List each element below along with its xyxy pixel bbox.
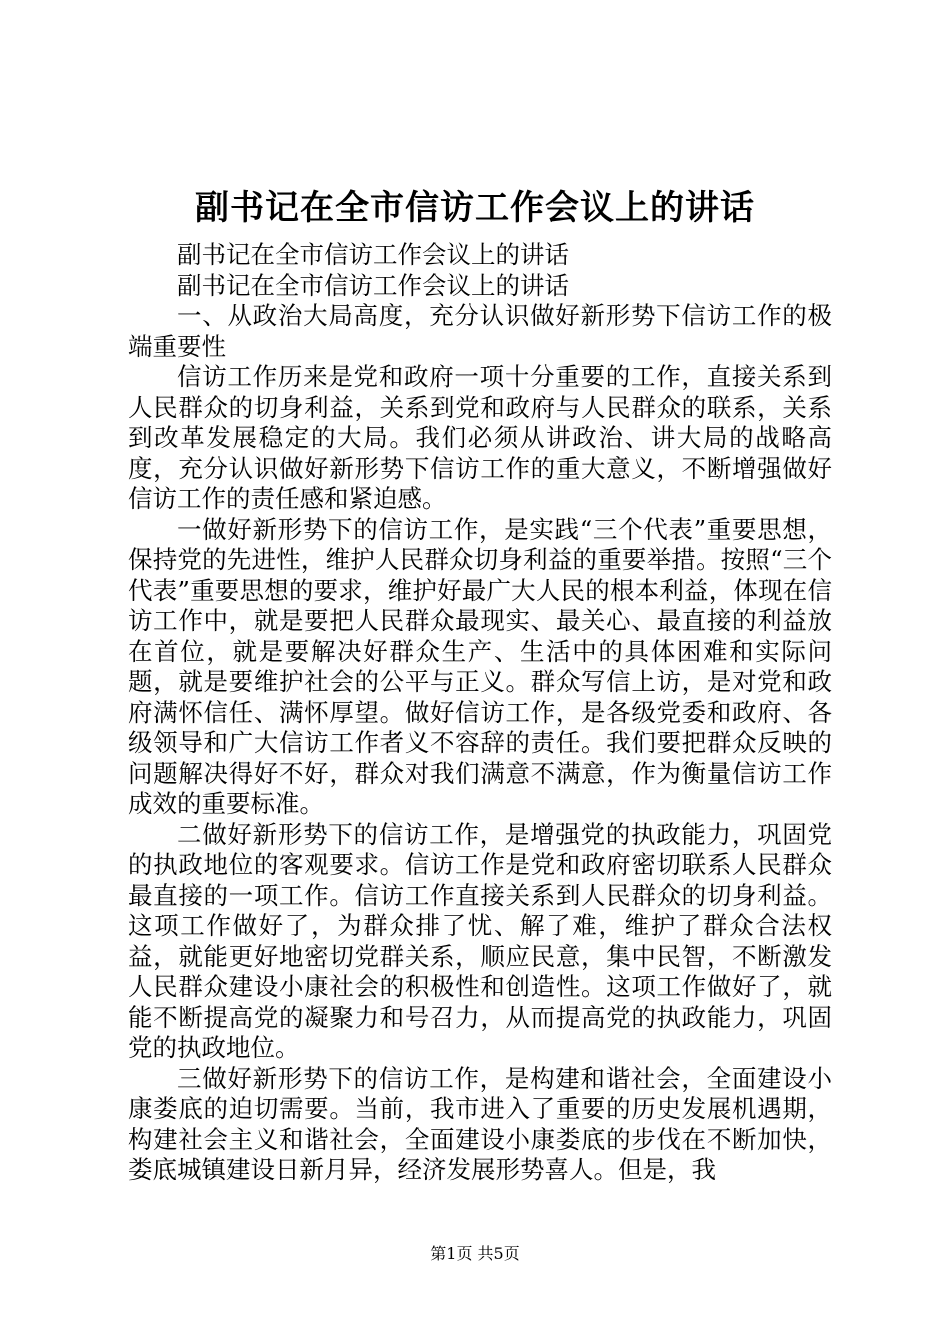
body-paragraph: 副书记在全市信访工作会议上的讲话 (177, 240, 569, 269)
body-paragraph: 二做好新形势下的信访工作，是增强党的执政能力，巩固党的执政地位的客观要求。信访工作是党和政府密切联系人民群众最直接的一项工作。信访工作直接关系到人民群众的切身利益。这项工作做好了，为群众排了忧、解了难，维护了群众合法权益，就能更好地密切党群关系，顺应民意，集中民智，不断激发人民群众建设小康社会的积极性和创造性。这项工作做好了，就能不断提高党的凝聚力和号召力，从而提高党的执政能力，巩固党的执政地位。 (128, 819, 832, 1062)
body-paragraph: 信访工作历来是党和政府一项十分重要的工作，直接关系到人民群众的切身利益，关系到党和政府与人民群众的联系，关系到改革发展稳定的大局。我们必须从讲政治、讲大局的战略高度，充分认识做好新形势下信访工作的重大意义，不断增强做好信访工作的责任感和紧迫感。 (128, 362, 832, 513)
section-heading: 一、从政治大局高度，充分认识做好新形势下信访工作的极端重要性 (128, 301, 832, 361)
body-paragraph: 副书记在全市信访工作会议上的讲话 (177, 270, 569, 300)
body-paragraph: 三做好新形势下的信访工作，是构建和谐社会，全面建设小康娄底的迫切需要。当前，我市进入了重要的历史发展机遇期，构建社会主义和谐社会，全面建设小康娄底的步伐在不断加快，娄底城镇建设日新月异，经济发展形势喜人。但是，我 (128, 1063, 832, 1184)
body-paragraph: 一做好新形势下的信访工作，是实践“三个代表”重要思想，保持党的先进性，维护人民群众切身利益的重要举措。按照“三个代表”重要思想的要求，维护好最广大人民的根本利益，体现在信访工作中，就是要把人民群众最现实、最关心、最直接的利益放在首位，就是要解决好群众生产、生活中的具体困难和实际问题，就是要维护社会的公平与正义。群众写信上访，是对党和政府满怀信任、满怀厚望。做好信访工作，是各级党委和政府、各级领导和广大信访工作者义不容辞的责任。我们要把群众反映的问题解决得好不好，群众对我们满意不满意，作为衡量信访工作成效的重要标准。 (128, 514, 832, 818)
page-number-footer: 第1页 共5页 (430, 1244, 520, 1263)
document-title: 副书记在全市信访工作会议上的讲话 (195, 188, 755, 228)
document-body (128, 240, 832, 1186)
